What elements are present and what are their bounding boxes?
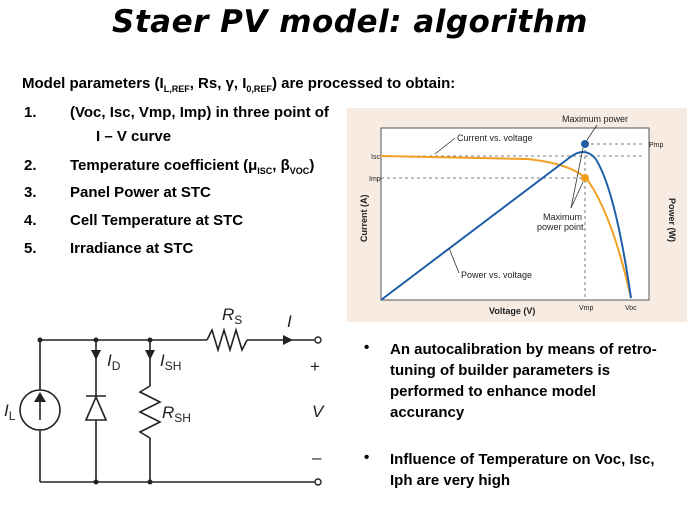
list-item-1-line2: I – V curve xyxy=(96,128,172,145)
v-label: V xyxy=(312,402,324,421)
list-item-2-sub1: ISC xyxy=(257,166,273,176)
junction-node xyxy=(148,338,153,343)
y-axis-right-label: Power (W) xyxy=(667,198,677,242)
diode-icon xyxy=(86,397,106,420)
list-item-4: Cell Temperature at STC xyxy=(70,212,244,229)
ish-arrow xyxy=(145,350,155,360)
rs-resistor xyxy=(207,330,247,350)
rs-label: $R_S$ xyxy=(222,305,243,327)
minus-label: – xyxy=(312,448,322,467)
bullet-1-text xyxy=(390,339,690,423)
positive-terminal xyxy=(315,337,321,343)
junction-node xyxy=(38,338,43,343)
list-item-2-prefix: Temperature coefficient (μ xyxy=(70,157,258,174)
plus-label: + xyxy=(310,357,320,376)
id-arrow xyxy=(91,350,101,360)
power-vs-voltage-label: Power vs. voltage xyxy=(461,270,533,280)
intro-sub2: 0,REF xyxy=(246,84,272,94)
bullet-icon: • xyxy=(364,449,370,466)
id-label: $I_D$ xyxy=(107,351,121,373)
i-arrow xyxy=(283,335,293,345)
mpp-label-line1: Maximum xyxy=(543,212,583,222)
mpp-label-line2: power point xyxy=(537,222,584,232)
voc-tick-label: Voc xyxy=(625,305,637,312)
intro-sub1: L,REF xyxy=(163,84,190,94)
bullet-2-line: Iph are very high xyxy=(390,472,511,489)
x-axis-label: Voltage (V) xyxy=(489,306,536,316)
intro-prefix: Model parameters (I xyxy=(22,75,164,92)
list-number: 1. xyxy=(24,104,37,121)
bullet-1-line: accurancy xyxy=(390,404,465,421)
vmp-tick-label: Vmp xyxy=(579,305,594,312)
bullet-1-line: tuning of builder parameters is xyxy=(390,362,611,379)
y-axis-left-label: Current (A) xyxy=(359,194,369,242)
junction-node xyxy=(148,480,153,485)
i-label: I xyxy=(287,312,292,331)
intro-suffix: ) are processed to obtain: xyxy=(271,75,456,92)
bullet-1-line: performed to enhance model xyxy=(390,383,596,400)
iv-curve-chart xyxy=(347,108,687,322)
junction-node xyxy=(94,480,99,485)
list-item-2-suffix: ) xyxy=(309,157,315,174)
isc-tick-label: Isc xyxy=(371,154,380,161)
list-item-2 xyxy=(70,157,314,176)
junction-node xyxy=(94,338,99,343)
bullet-icon: • xyxy=(364,339,370,356)
list-item-2-mid: , β xyxy=(272,157,290,174)
list-item-5: Irradiance at STC xyxy=(70,240,194,257)
intro-text xyxy=(22,75,455,94)
current-vs-voltage-label: Current vs. voltage xyxy=(457,133,533,143)
pmp-tick-label: Pmp xyxy=(649,142,664,149)
pv-equivalent-circuit xyxy=(0,290,340,506)
bullet-2-text xyxy=(390,449,690,491)
max-power-label: Maximum power xyxy=(562,114,629,124)
source-arrow-head xyxy=(34,392,46,402)
list-item-2-sub2: VOC xyxy=(289,166,310,176)
list-number: 2. xyxy=(24,157,37,174)
bullet-2-line: Influence of Temperature on Voc, Isc, xyxy=(390,451,655,468)
mpp-dot xyxy=(581,174,589,182)
bullet-1-line: An autocalibration by means of retro- xyxy=(390,341,657,358)
list-item-3: Panel Power at STC xyxy=(70,184,211,201)
ish-label: $I_{SH}$ xyxy=(160,351,182,373)
rsh-label: $R_{SH}$ xyxy=(162,403,191,425)
rsh-resistor xyxy=(140,386,160,438)
negative-terminal xyxy=(315,479,321,485)
list-number: 3. xyxy=(24,184,37,201)
list-number: 4. xyxy=(24,212,37,229)
imp-tick-label: Imp xyxy=(369,176,381,183)
list-number: 5. xyxy=(24,240,37,257)
il-label: $I_L$ xyxy=(4,401,16,423)
intro-mid: , Rs, γ, I xyxy=(189,75,247,92)
list-item-1-line1: (Voc, Isc, Vmp, Imp) in three point of xyxy=(70,104,329,121)
page-title: Staer PV model: algorithm xyxy=(112,4,588,40)
